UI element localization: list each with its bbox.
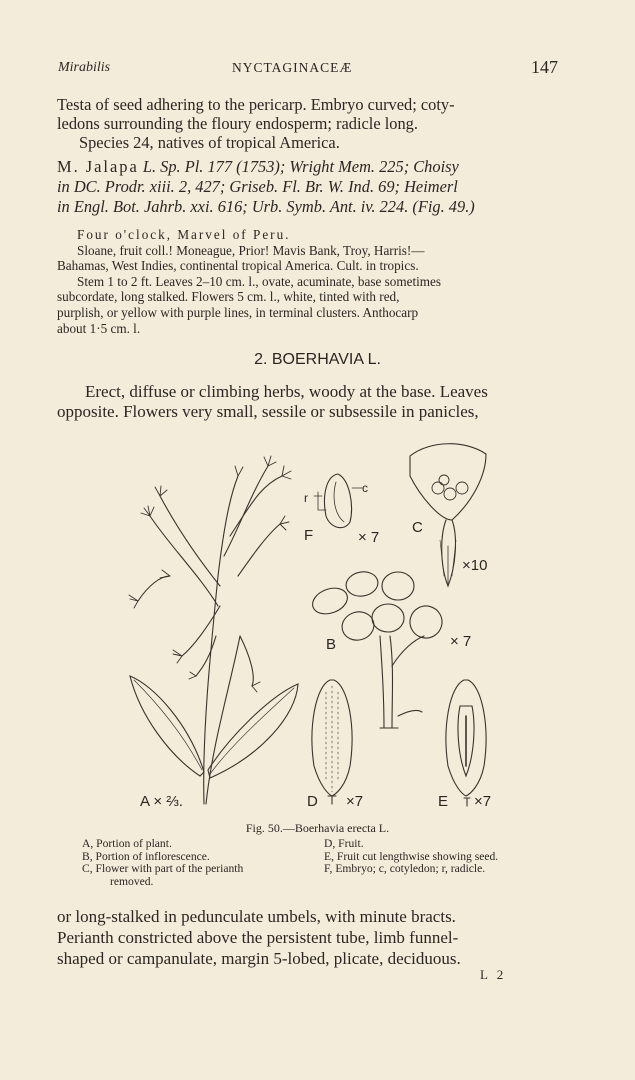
fruit-drawing [312,680,352,804]
text-line: Species 24, natives of tropical America. [79,133,340,152]
description-line: Stem 1 to 2 ft. Leaves 2–10 cm. l., ovate, acuminate, base sometimes [77,273,442,289]
figure-caption: Fig. 50.—Boerhavia erecta L. [245,821,390,835]
text-line: shaped or campanulate, margin 5-lobed, plicate, deciduous. [57,949,461,968]
legend-item: D, Fruit. [324,837,364,850]
legend-item: removed. [110,874,154,888]
species-description [57,227,563,336]
legend-item: B, Portion of inflorescence. [82,849,210,863]
plant-portion-drawing [129,456,298,804]
genus-heading: 2. BOERHAVIA L. [254,351,381,368]
text-line: Testa of seed adhering to the pericarp. Embryo curved; coty- [57,95,455,114]
species-citation [57,157,563,217]
common-name: Four o'clock, Marvel of Peru. [77,227,291,242]
page-number: 147 [531,57,558,77]
label-f-magnification: × 7 [358,529,380,546]
description-line: about 1·5 cm. l. [57,320,141,336]
intro-paragraph [57,95,563,152]
citation-line: in DC. Prodr. xiii. 2, 427; Griseb. Fl. Br. W. Ind. 69; Heimerl [57,177,458,196]
label-radicle: r [304,491,308,505]
text-line: ledons surrounding the floury endosperm; radicle long. [57,114,418,133]
label-d-magnification: ×7 [346,793,364,810]
label-c-magnification: ×10 [462,557,488,574]
legend-item: C, Flower with part of the perianth [82,862,244,876]
fruit-section-drawing [446,680,486,806]
citation-line: L. Sp. Pl. 177 (1753); Wright Mem. 225; Choisy [138,157,459,176]
legend-item: E, Fruit cut lengthwise showing seed. [324,849,499,863]
legend-item: A, Portion of plant. [82,837,172,850]
label-b-magnification: × 7 [450,633,472,650]
text-line: Perianth constricted above the persistent tube, limb funnel- [57,928,459,947]
description-line: purplish, or yellow with purple lines, in terminal clusters. Anthocarp [57,304,419,320]
signature-mark: L 2 [480,967,507,982]
legend-item: F, Embryo; c, cotyledon; r, radicle. [324,862,486,876]
label-e: E [438,793,449,810]
text-line: opposite. Flowers very small, sessile or subsessile in panicles, [57,402,479,421]
running-head-genus: Mirabilis [58,60,111,75]
label-f: F [304,527,314,544]
species-name: M. Jalapa [57,157,139,176]
label-a: A × ⅔. [140,793,183,810]
label-c: C [412,519,423,536]
boerhavia-illustration [100,436,540,810]
genus-description-continued [57,906,563,969]
text-line: Erect, diffuse or climbing herbs, woody at the base. Leaves [85,382,488,401]
citation-line: in Engl. Bot. Jahrb. xxi. 616; Urb. Symb. Ant. iv. 224. (Fig. 49.) [57,197,475,216]
label-e-magnification: ×7 [474,793,492,810]
embryo-drawing [314,474,362,528]
label-b: B [326,636,337,653]
text-line: or long-stalked in pedunculate umbels, with minute bracts. [57,907,456,926]
localities-line: Sloane, fruit coll.! Moneague, Prior! Mavis Bank, Troy, Harris!— [77,242,425,258]
label-d: D [307,793,318,810]
description-line: subcordate, long stalked. Flowers 5 cm. l., white, tinted with red, [57,289,400,305]
localities-line: Bahamas, West Indies, continental tropical America. Cult. in tropics. [57,258,419,274]
genus-description [57,382,563,422]
label-cotyledon: c [362,481,368,495]
running-head-family: NYCTAGINACEÆ [232,60,353,75]
